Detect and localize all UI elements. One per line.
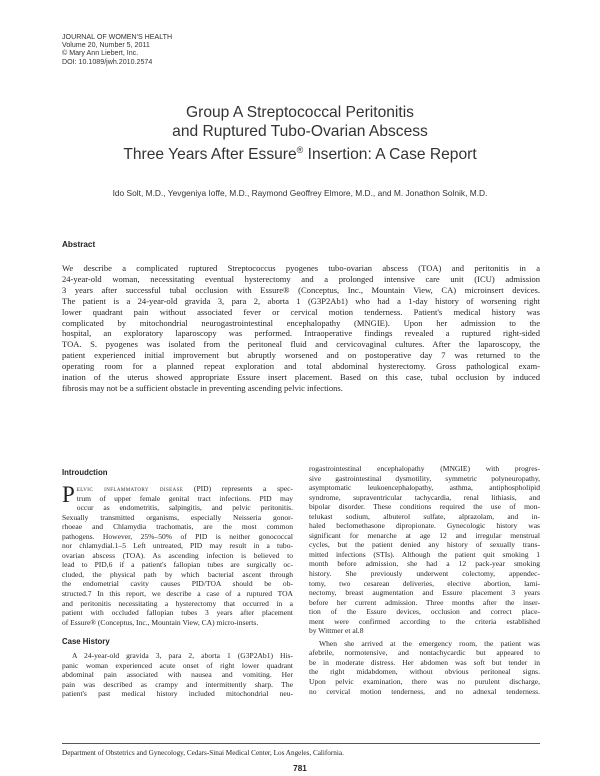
intro-line: occur as endometritis, salpingitis, and pelvic peritonitis. [76, 503, 293, 513]
page-number: 781 [293, 764, 307, 773]
author-list: Ido Solt, M.D., Yevgeniya Ioffe, M.D., Raymond Geoffrey Elmore, M.D., and M. Jonathon Solnik, M.D. [112, 188, 488, 198]
right-line: nectomy, breast augmentation and Essure placement 3 years [309, 588, 540, 598]
right-line: Upon pelvic examination, there was no purulent discharge, [309, 677, 540, 687]
abstract-line: operating room for a planned repeat exploration and total abdominal hysterectomy. Gross pathological exam- [62, 361, 540, 372]
abstract-line: fibrosis may not be a sufficient obstacle in preventing ascending pelvic infections. [62, 382, 343, 393]
abstract-line: patient experienced initial improvement but abruptly worsened and on postoperative day 7 was returned to the [62, 350, 540, 361]
title-line-1: Group A Streptococcal Peritonitis [186, 104, 414, 121]
intro-line: trum of upper female genital tract infections. PID may [76, 493, 293, 503]
title-line-3-post: Insertion: A Case Report [303, 146, 477, 164]
abstract-body [62, 263, 540, 394]
intro-smallcaps: elvic inflammatory disease [76, 484, 184, 493]
intro-line: lead to PID,6 if a patient's fallopian tubes are surgically oc- [62, 560, 293, 570]
left-column [62, 468, 293, 699]
intro-line: pathogens. However, 25%–50% of PID is neither gonococcal [62, 531, 293, 541]
intro-line: of Essure® (Conceptus, Inc., Mountain View, CA) micro-inserts. [62, 617, 259, 627]
intro-line: Sexually transmitted organisms, especially Neisseria gonor- [62, 512, 293, 522]
intro-line: nor chlamydial.1–5 Left untreated, PID may result in a tubo- [62, 541, 293, 551]
journal-copyright: © Mary Ann Liebert, Inc. [62, 49, 139, 58]
case-line: patient's past medical history included mitochondrial neu- [62, 689, 293, 699]
abstract-line: The patient is a 24-year-old gravida 3, para 2, aborta 1 (G3P2Ab1) who had a 1-day history of worsening right [62, 295, 540, 306]
title-line-2: and Ruptured Tubo-Ovarian Abscess [172, 122, 428, 140]
intro-line: ovarian abscess (TOA). As ascending infection is believed to [62, 550, 293, 560]
case-line: pain was described as crampy and intermittently sharp. The [62, 679, 293, 689]
right-line: When she arrived at the emergency room, the patient was [319, 638, 540, 648]
right-line: the right midabdomen, without obvious peritoneal signs. [309, 667, 540, 677]
intro-first-line [62, 484, 293, 494]
right-line: haled beclomethasone dipropionate. Gynecologic history was [309, 521, 540, 531]
case-line: abdominal pain associated with nausea and vomiting. Her [62, 670, 293, 680]
registered-mark: ® [296, 145, 304, 155]
right-line: no cervical motion tenderness, and no adnexal tenderness. [309, 686, 540, 696]
right-line: asymptomatic leukoencephalopathy, asthma, antiphospholipid [309, 483, 540, 493]
right-line: cycles, but the patient denied any history of sexually trans- [309, 540, 540, 550]
right-line: before her current admission. Three months after the inser- [309, 597, 540, 607]
case-line: panic woman experienced acute onset of right lower quadrant [62, 660, 293, 670]
journal-doi: DOI: 10.1089/jwh.2010.2574 [62, 57, 153, 66]
introduction-heading: Introudction [62, 468, 108, 477]
intro-first-rest: (PID) represents a spec- [183, 484, 293, 493]
abstract-heading: Abstract [62, 240, 96, 249]
abstract-line: We describe a complicated ruptured Streptococcus pyogenes tubo-ovarian abscess (TOA) and peritonitis in a [62, 263, 540, 273]
right-line: tion of the Essure devices, occlusion and correct place- [309, 607, 540, 617]
abstract-line: lower quadrant pain without associated fever or cervical motion tenderness. Patient's medical history was [62, 306, 540, 317]
journal-header [62, 33, 172, 66]
intro-line: the endometrial cavity causes PID/TOA should be ob- [62, 579, 293, 589]
abstract-line: TOA. S. pyogenes was isolated from the peritoneal fluid and cervicovaginal cultures. After the laparoscopy, the [62, 339, 540, 350]
intro-line: cluded, the physical path by which bacterial ascent through [62, 569, 293, 579]
intro-line: patient with occluded fallopian tubes 3 years after placement [62, 608, 293, 618]
title-line-3 [0, 141, 600, 165]
footnote-rule [62, 743, 540, 744]
intro-line: rhoeae and Chlamydia trachomatis, are the most common [62, 522, 293, 532]
case-line: A 24-year-old gravida 3, para 2, aborta 1 (G3P2Ab1) His- [72, 651, 293, 661]
abstract-line: hospital, an exploratory laparoscopy was performed. Intraoperative findings revealed a ruptured right-sided [62, 328, 540, 339]
right-line: telukast sodium, albuterol sulfate, alprazolam, and in- [309, 511, 540, 521]
right-line: history. She previously underwent colectomy, appendec- [309, 569, 540, 579]
right-line: significant for menarche at age 12 and irregular menstrual [309, 530, 540, 540]
abstract-line: complicated by mitochondrial neurogastrointestinal encephalopathy (MNGIE). Upon her admission to the [62, 317, 540, 328]
right-line: month before admission, she had a 12 pack-year smoking [309, 559, 540, 569]
right-line: mitted infections (STIs). Although the patient quit smoking 1 [309, 549, 540, 559]
journal-name: JOURNAL OF WOMEN'S HEALTH [62, 33, 173, 41]
journal-volume: Volume 20, Number 5, 2011 [62, 41, 150, 50]
drop-cap: P [62, 482, 75, 507]
right-line: be in moderate distress. Her abdomen was soft but tender in [309, 657, 540, 667]
abstract-line: 24-year-old woman, necessitating eventual hysterectomy and a prolonged intensive care unit (ICU) admission [62, 273, 540, 284]
affiliation-footnote: Department of Obstetrics and Gynecology, Cedars-Sinai Medical Center, Los Angeles, California. [62, 749, 344, 757]
intro-line: and peritonitis necessitating a hysterectomy that occurred in a [62, 598, 293, 608]
right-column [309, 464, 540, 696]
right-line: bipolar disorder. These conditions required the use of mon- [309, 502, 540, 512]
abstract-line: 3 years after successful tubal occlusion with Essure® (Conceptus, Inc., Mountain View, CA) microinsert devices. [62, 284, 540, 295]
intro-line: structed.7 In this report, we describe a case of a ruptured TOA [62, 589, 293, 599]
right-line: syndrome, supraventricular tachycardia, renal lithiasis, and [309, 492, 540, 502]
case-history-heading: Case History [62, 637, 110, 647]
article-title [0, 104, 600, 165]
abstract-line: ination of the uterus showed appropriate Essure insert placement. Based on this case, tubal occlusion by induced [62, 372, 540, 383]
right-line: by Wittmer et al.8 [309, 626, 364, 636]
right-line: ment were confirmed according to the criteria established [309, 616, 540, 626]
right-line: sive gastrointestinal dysmotility, symmetric polyneuropathy, [309, 473, 540, 483]
right-line: tomy, two cesarean deliveries, elective abortion, lami- [309, 578, 540, 588]
title-line-3-pre: Three Years After Essure [123, 146, 297, 164]
right-line: rogastrointestinal encephalopathy (MNGIE) with progres- [309, 464, 540, 473]
right-line: afebrile, normotensive, and nontachycardic but appeared to [309, 648, 540, 658]
